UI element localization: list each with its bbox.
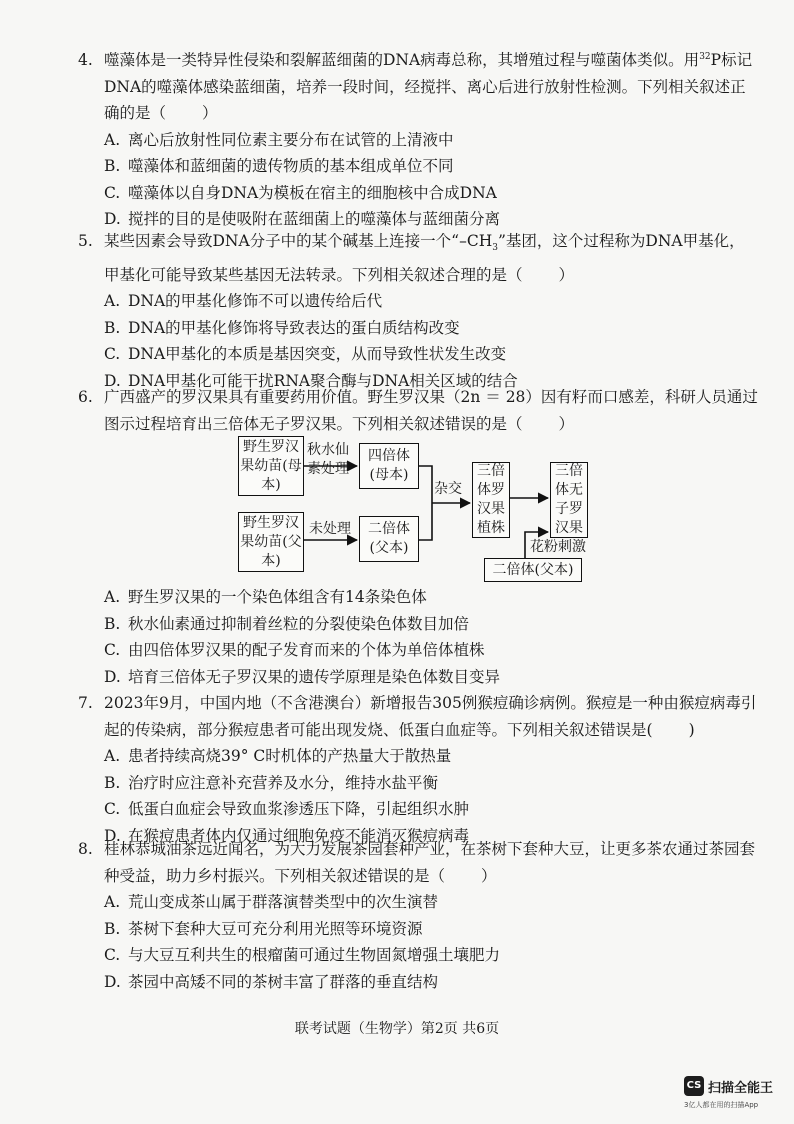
option-c: C. 低蛋白血症会导致血浆渗透压下降，引起组织水肿: [104, 800, 470, 818]
label-pollen: 花粉刺激: [530, 539, 586, 555]
option-b: B. 茶树下套种大豆可充分利用光照等环境资源: [104, 919, 423, 938]
answer-paren: ）: [481, 866, 497, 885]
label-colchicine: 秋水仙素处理: [307, 442, 349, 477]
question-6-options: [78, 584, 758, 690]
watermark-tagline: 3亿人都在用的扫描App: [684, 1101, 759, 1109]
question-stem: [78, 836, 758, 889]
subscript: 3: [492, 243, 498, 254]
superscript: 32: [699, 52, 711, 62]
watermark-app-name: 扫描全能王: [708, 1081, 774, 1096]
stem-text: 噬藻体是一类特异性侵染和裂解蓝细菌的DNA病毒总称，其增殖过程与噬菌体类似。用: [104, 51, 700, 70]
box-wild-mother: 野生罗汉果幼苗(母本): [238, 436, 304, 496]
question-number: 5.: [78, 232, 93, 250]
question-stem: [78, 690, 758, 743]
option-b: B. 治疗时应注意补充营养及水分，维持水盐平衡: [104, 773, 439, 792]
stem-text: ”基团，这个过程称为DNA甲基化，甲基化可能导致某些基因无法转录。下列相关叙述合理的是（: [104, 232, 745, 284]
option-c: C. 由四倍体罗汉果的配子发育而来的个体为单倍体植株: [104, 641, 485, 659]
camscanner-logo-icon: CS: [684, 1076, 704, 1096]
answer-paren: ）: [202, 104, 218, 123]
option-c: C. DNA甲基化的本质是基因突变，从而导致性状发生改变: [104, 345, 507, 364]
question-8: [78, 836, 758, 995]
box-wild-father: 野生罗汉果幼苗(父本): [238, 512, 304, 572]
box-seedless-fruit: 三倍体无子罗汉果: [550, 462, 588, 538]
option-d: D. 培育三倍体无子罗汉果的遗传学原理是染色体数目变异: [104, 667, 501, 686]
answer-paren: ）: [558, 414, 575, 433]
box-tetraploid: 四倍体(母本): [359, 443, 419, 489]
stem-text: P标记DNA的噬藻体感染蓝细菌，培养一段时间，经搅拌、离心后进行放射性检测。下列相关叙述正确的是（: [104, 51, 753, 123]
question-number: 7.: [78, 694, 93, 712]
answer-paren: ）: [558, 265, 575, 284]
scanner-watermark: [684, 1076, 784, 1116]
stem-text: 某些因素会导致DNA分子中的某个碱基上连接一个“–CH: [104, 232, 493, 250]
option-d: D. 在猴痘患者体内仅通过细胞免疫不能消灭猴痘病毒: [104, 826, 470, 845]
box-diploid: 二倍体(父本): [359, 516, 419, 562]
cross-bracket: [418, 466, 432, 540]
option-a: A. DNA的甲基化修饰不可以遗传给后代: [104, 292, 383, 311]
label-untreated: 未处理: [309, 521, 351, 537]
question-number: 4.: [78, 51, 93, 70]
label-cross: 杂交: [434, 481, 462, 497]
option-a: A. 离心后放射性同位素主要分布在试管的上清液中: [104, 130, 454, 149]
stem-text: 2023年9月，中国内地（不含港澳台）新增报告305例猴痘确诊病例。猴痘是一种由猴痘病毒引起的传染病，部分猴痘患者可能出现发烧、低蛋白血症等。下列相关叙述错误是(: [104, 694, 757, 739]
option-b: B. DNA的甲基化修饰将导致表达的蛋白质结构改变: [104, 318, 460, 337]
box-diploid-father-2: 二倍体(父本): [484, 558, 582, 582]
option-c: C. 与大豆互利共生的根瘤菌可通过生物固氮增强土壤肥力: [104, 946, 501, 964]
option-a: A. 患者持续高烧39° C时机体的产热量大于散热量: [104, 747, 452, 765]
option-c: C. 噬藻体以自身DNA为模板在宿主的细胞核中合成DNA: [104, 183, 497, 202]
option-d: D. 茶园中高矮不同的茶树丰富了群落的垂直结构: [104, 972, 439, 991]
question-number: 6.: [78, 388, 93, 406]
question-7: [78, 690, 758, 849]
option-a: A. 野生罗汉果的一个染色体组含有14条染色体: [104, 588, 427, 606]
question-number: 8.: [78, 840, 93, 858]
option-d: D. 搅拌的目的是使吸附在蓝细菌上的噬藻体与蓝细菌分离: [104, 210, 501, 229]
stem-text: 桂林恭城油茶远近闻名，为大力发展茶园套种产业，在茶树下套种大豆，让更多茶农通过茶园套种受益，助力乡村振兴。下列相关叙述错误的是（: [104, 840, 756, 885]
box-triploid-plant: 三倍体罗汉果植株: [472, 462, 510, 538]
stem-text: 广西盛产的罗汉果具有重要药用价值。野生罗汉果（2n ＝ 28）因有籽而口感差，科研人员通过图示过程培育出三倍体无子罗汉果。下列相关叙述错误的是（: [104, 388, 758, 433]
page-footer: 联考试题（生物学）第2页 共6页: [294, 1021, 500, 1037]
option-a: A. 荒山变成茶山属于群落演替类型中的次生演替: [104, 893, 439, 911]
option-b: B. 秋水仙素通过抑制着丝粒的分裂使染色体数目加倍: [104, 614, 470, 633]
option-d: D. DNA甲基化可能干扰RNA聚合酶与DNA相关区域的结合: [104, 371, 518, 390]
option-b: B. 噬藻体和蓝细菌的遗传物质的基本组成单位不同: [104, 157, 454, 176]
answer-paren: ): [688, 720, 695, 739]
